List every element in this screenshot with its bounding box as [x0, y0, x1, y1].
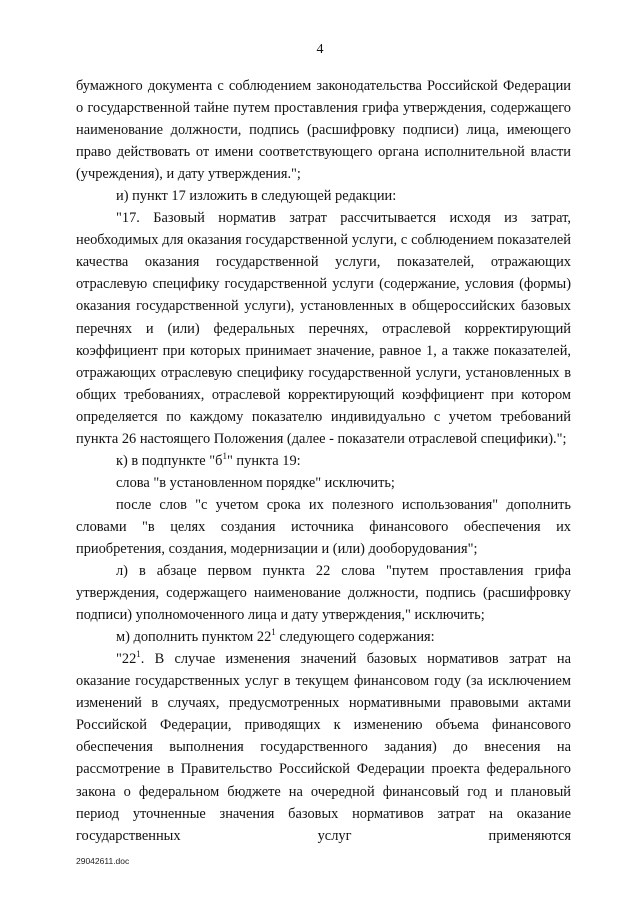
file-name-footer: 29042611.doc	[76, 856, 130, 866]
paragraph-point-17: "17. Базовый норматив затрат рассчитывается исходя из затрат, необходимых для оказания государственной услуги, с соблюдением показателей качества оказания государственной услуги, показателей, отражающих отраслевую специфику государственной услуги (содержание, условия (формы) оказания государственной услуги), установленных в общероссийских базовых перечнях и (или) федеральных перечнях, отраслевой корректирующий коэффициент при которых принимает значение, равное 1, а также показателей, отражающих отраслевую специфику государственной услуги, установленных в общих требованиях, отраслевой корректирующий коэффициент при котором определяется по каждому показателю индивидуально с учетом требований пункта 26 настоящего Положения (далее - показатели отраслевой специфики).";	[76, 210, 571, 447]
item-m-text-end: следующего содержания:	[275, 629, 435, 646]
item-k-text-start: к) в подпункте "б	[116, 452, 223, 469]
item-m-text-start: м) дополнить пунктом 22	[116, 629, 272, 646]
point-22-1-text-end: . В случае изменения значений базовых нормативов затрат на оказание государственных услуг в текущем финансовом году (за исключением изменений в случаях, предусмотренных нормативными правовыми актами Российской Федерации, приводящих к изменению объема финансового обеспечения выполнения государственного задания) до внесения на рассмотрение в Правительство Российской Федерации проекта федерального закона о федеральном бюджете на очередной финансовый год и плановый период уточненные значения базовых нормативов затрат на оказание государственных услуг применяются	[76, 651, 571, 844]
page-number: 4	[316, 42, 324, 57]
paragraph-after-words: после слов "с учетом срока их полезного использования" дополнить словами "в целях создания источника финансового обеспечения их приобретения, создания, модернизации и (или) дооборудования";	[76, 496, 571, 557]
point-22-1-superscript: 1	[136, 649, 141, 660]
paragraph-item-l: л) в абзаце первом пункта 22 слова "путем проставления грифа утверждения, содержащего наименование должности, подпись (расшифровку подписи) уполномоченного лица и дату утверждения," исключить;	[76, 563, 571, 624]
item-m-superscript: 1	[271, 627, 276, 638]
document-body	[76, 75, 571, 847]
paragraph-item-i: и) пункт 17 изложить в следующей редакции:	[116, 188, 397, 205]
paragraph-item-k	[76, 450, 571, 472]
item-k-superscript: 1	[222, 450, 227, 461]
point-22-1-text-start: "22	[116, 651, 137, 668]
item-k-text-end: " пункта 19:	[226, 452, 301, 469]
paragraph-continuation: бумажного документа с соблюдением законодательства Российской Федерации о государственной тайне путем проставления грифа утверждения, содержащего наименование должности, подпись (расшифровку подписи) лица, имеющего право действовать от имени соответствующего органа исполнительной власти (учреждения), и дату утверждения.";	[76, 78, 571, 183]
paragraph-point-22-1	[76, 648, 571, 846]
paragraph-item-m	[76, 626, 571, 648]
paragraph-words-exclude: слова "в установленном порядке" исключить;	[116, 474, 395, 491]
